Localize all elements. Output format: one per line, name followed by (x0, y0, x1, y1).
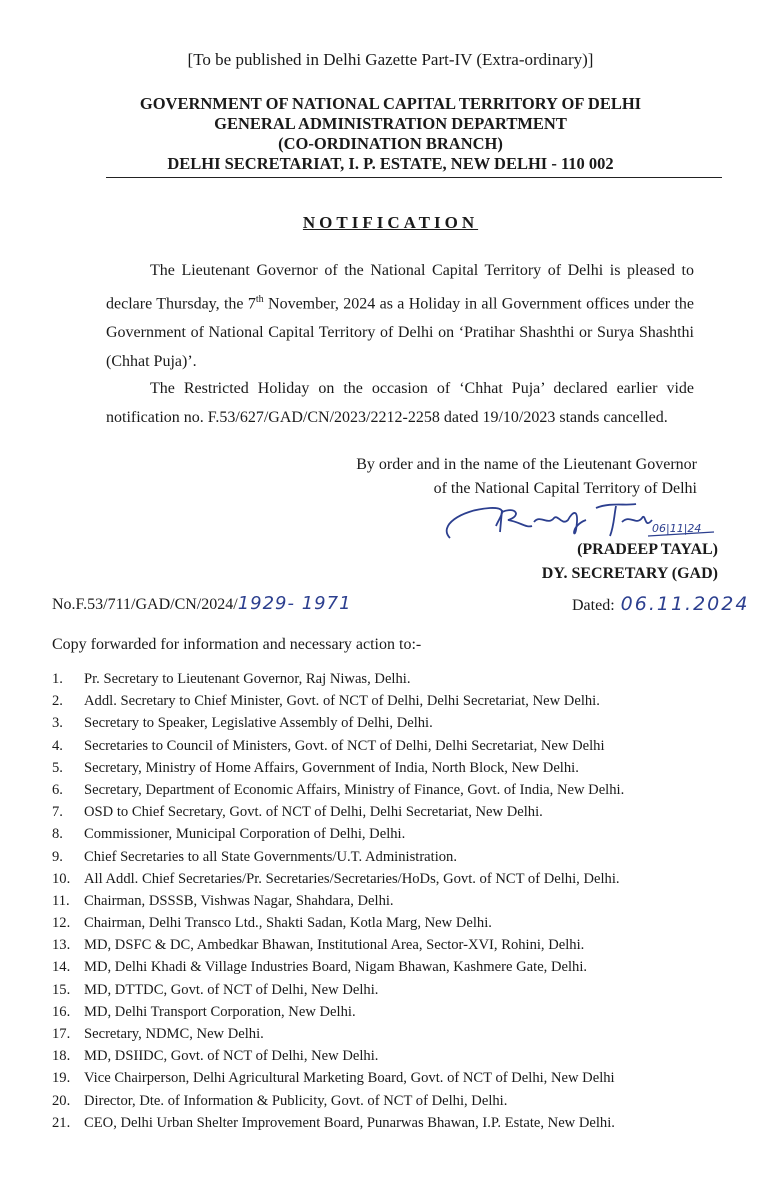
recipient-item (52, 1090, 742, 1112)
recipient-item (52, 846, 742, 868)
recipient-text: Vice Chairperson, Delhi Agricultural Marketing Board, Govt. of NCT of Delhi, New Delhi (84, 1070, 615, 1087)
dated-handwritten: 06.11.2024 (620, 593, 750, 615)
recipient-text: Chairman, Delhi Transco Ltd., Shakti Sadan, Kotla Marg, New Delhi. (84, 915, 492, 932)
recipient-item (52, 890, 742, 912)
recipient-text: Chairman, DSSSB, Vishwas Nagar, Shahdara, Delhi. (84, 892, 394, 909)
header-line-government: GOVERNMENT OF NATIONAL CAPITAL TERRITORY OF DELHI (139, 94, 642, 113)
by-order-line-2: of the National Capital Territory of Delhi (433, 480, 697, 497)
recipient-number: 2. (52, 693, 63, 710)
recipient-number: 11. (52, 892, 70, 909)
recipient-item (52, 868, 742, 890)
recipient-number: 20. (52, 1092, 71, 1109)
signature-date: 06|11|24 (652, 522, 702, 535)
recipient-item (52, 779, 742, 801)
reference-number-prefix: No.F.53/711/GAD/CN/2024/ (52, 596, 238, 613)
recipient-item (52, 1112, 742, 1134)
recipient-text: Commissioner, Municipal Corporation of Delhi, Delhi. (84, 826, 406, 843)
recipient-text: Secretaries to Council of Ministers, Govt. of NCT of Delhi, Delhi Secretariat, New Delhi (84, 737, 605, 754)
recipient-number: 6. (52, 781, 63, 798)
recipient-item (52, 735, 742, 757)
recipient-item (52, 690, 742, 712)
recipient-text: Secretary to Speaker, Legislative Assembly of Delhi, Delhi. (84, 715, 433, 732)
recipient-number: 15. (52, 981, 71, 998)
recipient-text: All Addl. Chief Secretaries/Pr. Secretaries/Secretaries/HoDs, Govt. of NCT of Delhi, Delhi. (84, 870, 620, 887)
recipient-item (52, 1045, 742, 1067)
header-line-address: DELHI SECRETARIAT, I. P. ESTATE, NEW DELHI - 110 002 (167, 154, 614, 173)
recipient-item (52, 823, 742, 845)
recipient-text: Secretary, Ministry of Home Affairs, Government of India, North Block, New Delhi. (84, 759, 579, 776)
recipient-item (52, 1067, 742, 1089)
cancellation-paragraph (106, 374, 694, 432)
para1-ordinal-suffix: th (255, 294, 264, 305)
signatory-designation: DY. SECRETARY (GAD) (541, 565, 718, 582)
recipient-text: Pr. Secretary to Lieutenant Governor, Raj Niwas, Delhi. (84, 671, 411, 687)
notification-title: NOTIFICATION (302, 213, 479, 232)
recipient-item (52, 956, 742, 978)
recipient-number: 8. (52, 826, 63, 843)
signatory-name: (PRADEEP TAYAL) (577, 541, 718, 558)
recipient-text: Addl. Secretary to Chief Minister, Govt. of NCT of Delhi, Delhi Secretariat, New Delhi. (84, 693, 600, 710)
header-divider (106, 177, 722, 178)
by-order-block (0, 453, 697, 501)
recipient-text: Secretary, Department of Economic Affairs, Ministry of Finance, Govt. of India, New Delhi. (84, 781, 625, 798)
recipient-number: 14. (52, 959, 71, 976)
reference-number-handwritten: 1929- 1971 (237, 593, 352, 614)
recipient-number: 4. (52, 737, 63, 754)
recipient-text: MD, DSIIDC, Govt. of NCT of Delhi, New Delhi. (84, 1048, 379, 1065)
recipient-text: Chief Secretaries to all State Governments/U.T. Administration. (84, 848, 458, 865)
recipient-number: 1. (52, 671, 63, 687)
department-header (0, 94, 781, 174)
recipient-number: 16. (52, 1003, 71, 1020)
recipient-number: 19. (52, 1070, 71, 1087)
recipient-number: 21. (52, 1114, 71, 1131)
recipient-item (52, 801, 742, 823)
para1-text-start: The Lieutenant Governor of the National Capital Territory of Delhi is pleased to declare Thursday, the 7 (106, 262, 694, 313)
dated-line (572, 593, 749, 615)
recipient-number: 7. (52, 804, 63, 821)
recipient-item (52, 934, 742, 956)
recipient-text: CEO, Delhi Urban Shelter Improvement Board, Punarwas Bhawan, I.P. Estate, New Delhi. (84, 1114, 615, 1131)
recipient-item (52, 757, 742, 779)
recipient-text: Director, Dte. of Information & Publicity, Govt. of NCT of Delhi, Delhi. (84, 1092, 508, 1109)
copy-forwarded-line: Copy forwarded for information and necessary action to:- (52, 636, 422, 653)
recipient-number: 10. (52, 870, 71, 887)
header-line-department: GENERAL ADMINISTRATION DEPARTMENT (214, 114, 567, 133)
recipient-number: 13. (52, 937, 71, 954)
reference-number (52, 593, 352, 614)
recipient-item (52, 712, 742, 734)
by-order-line-1: By order and in the name of the Lieutenant Governor (356, 456, 697, 473)
recipient-text: MD, Delhi Khadi & Village Industries Board, Nigam Bhawan, Kashmere Gate, Delhi. (84, 959, 588, 976)
recipient-text: MD, DTTDC, Govt. of NCT of Delhi, New Delhi. (84, 981, 379, 998)
recipient-number: 3. (52, 715, 63, 732)
signatory-block (0, 538, 718, 586)
para1-text-end: November, 2024 as a Holiday in all Government offices under the Government of National Capital Territory of Delhi on ‘Pratihar Shashthi or Surya Shashthi (Chhat Puja)’. (106, 295, 695, 371)
para2-text: The Restricted Holiday on the occasion of ‘Chhat Puja’ declared earlier vide notification no. F.53/627/GAD/CN/2023/2212-2258 dated 19/10/2023 stands cancelled. (106, 380, 694, 426)
recipient-text: OSD to Chief Secretary, Govt. of NCT of Delhi, Delhi Secretariat, New Delhi. (84, 804, 543, 821)
holiday-declaration-paragraph (106, 256, 694, 376)
recipient-item (52, 1001, 742, 1023)
recipient-number: 17. (52, 1026, 71, 1042)
header-line-branch: (CO-ORDINATION BRANCH) (278, 134, 503, 153)
dated-label: Dated: (572, 597, 615, 614)
recipient-text: MD, Delhi Transport Corporation, New Delhi. (84, 1003, 356, 1020)
recipient-item (52, 912, 742, 934)
recipient-item (52, 668, 742, 690)
recipient-number: 5. (52, 759, 63, 776)
recipient-number: 12. (52, 915, 71, 932)
recipient-item (52, 1023, 742, 1045)
recipient-number: 18. (52, 1048, 71, 1065)
recipient-number: 9. (52, 848, 63, 865)
recipient-list (52, 668, 742, 1134)
recipient-text: MD, DSFC & DC, Ambedkar Bhawan, Institutional Area, Sector-XVI, Rohini, Delhi. (84, 937, 585, 954)
gazette-publication-line: [To be published in Delhi Gazette Part-IV (Extra-ordinary)] (187, 50, 594, 69)
recipient-text: Secretary, NDMC, New Delhi. (84, 1026, 264, 1042)
recipient-item (52, 979, 742, 1001)
